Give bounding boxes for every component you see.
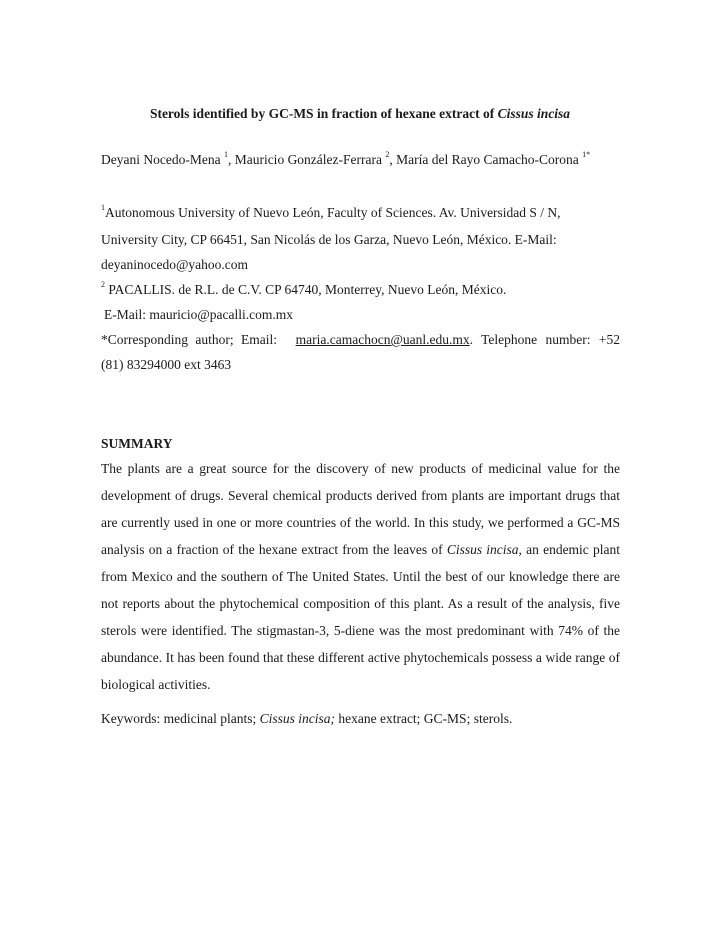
- affiliation-mark: 1: [101, 203, 105, 212]
- summary-text-part-1: The plants are a great source for the discovery of new products of medicinal value for the development of drugs. Several chemical products derived from plants are important drugs that are currently used in one or more countries of the world. In this study, we performed a GC-MS analysis on a fraction of the hexane extract from the leaves of: [101, 461, 620, 557]
- affiliation-text: Autonomous University of Nuevo León, Faculty of Sciences. Av. Universidad S / N,: [105, 205, 561, 220]
- author-separator: ,: [227, 152, 235, 167]
- author-list: [101, 152, 590, 168]
- title-text: Sterols identified by GC-MS in fraction of hexane extract of: [149, 106, 498, 121]
- corr-suffix: . Telephone number: +52: [469, 332, 620, 347]
- affiliation-1-line-1: [101, 205, 561, 221]
- author-name: María del Rayo Camacho-Corona: [396, 152, 583, 167]
- title-species: Cissus incisa: [497, 106, 571, 121]
- keywords: [101, 711, 512, 727]
- affiliation-1-email[interactable]: deyaninocedo@yahoo.com: [101, 257, 249, 272]
- summary-paragraph: [101, 455, 620, 698]
- corr-prefix: *Corresponding author; Email:: [101, 332, 277, 347]
- affiliation-mark: 2: [101, 280, 105, 289]
- affiliation-text: PACALLIS. de R.L. de C.V. CP 64740, Monterrey, Nuevo León, México.: [105, 282, 507, 297]
- paper-title: [0, 106, 720, 122]
- summary-text-part-2: , an endemic plant from Mexico and the southern of The United States. Until the best of our knowledge there are not reports about the phytochemical composition of this plant. As a result of the analysis, five sterols were identified. The stigmastan-3, 5-diene was the most predominant with 74% of the abundance. It has been found that these different active phytochemicals possess a wide range of biological activities.: [101, 542, 620, 692]
- affiliation-2-line-1: [101, 282, 506, 298]
- affiliation-2-email: E-Mail: mauricio@pacalli.com.mx: [104, 307, 293, 322]
- author-affiliation-mark: 1: [223, 150, 228, 159]
- corresponding-phone: (81) 83294000 ext 3463: [101, 357, 232, 372]
- keywords-species: Cissus incisa;: [259, 711, 335, 726]
- keywords-label: Keywords: medicinal plants;: [101, 711, 260, 726]
- author-affiliation-mark: 1*: [582, 150, 591, 159]
- affiliation-1-line-2: University City, CP 66451, San Nicolás de los Garza, Nuevo León, México. E-Mail:: [101, 232, 557, 247]
- summary-heading: SUMMARY: [101, 436, 173, 451]
- keywords-rest: hexane extract; GC-MS; sterols.: [334, 711, 513, 726]
- author-name: Mauricio González-Ferrara: [234, 152, 386, 167]
- summary-species: Cissus incisa: [446, 542, 519, 557]
- corresponding-email-link[interactable]: maria.camachocn@uanl.edu.mx: [295, 332, 470, 347]
- author-affiliation-mark: 2: [385, 150, 390, 159]
- author-separator: ,: [389, 152, 397, 167]
- corresponding-author: [101, 332, 620, 348]
- author-name: Deyani Nocedo-Mena: [101, 152, 224, 167]
